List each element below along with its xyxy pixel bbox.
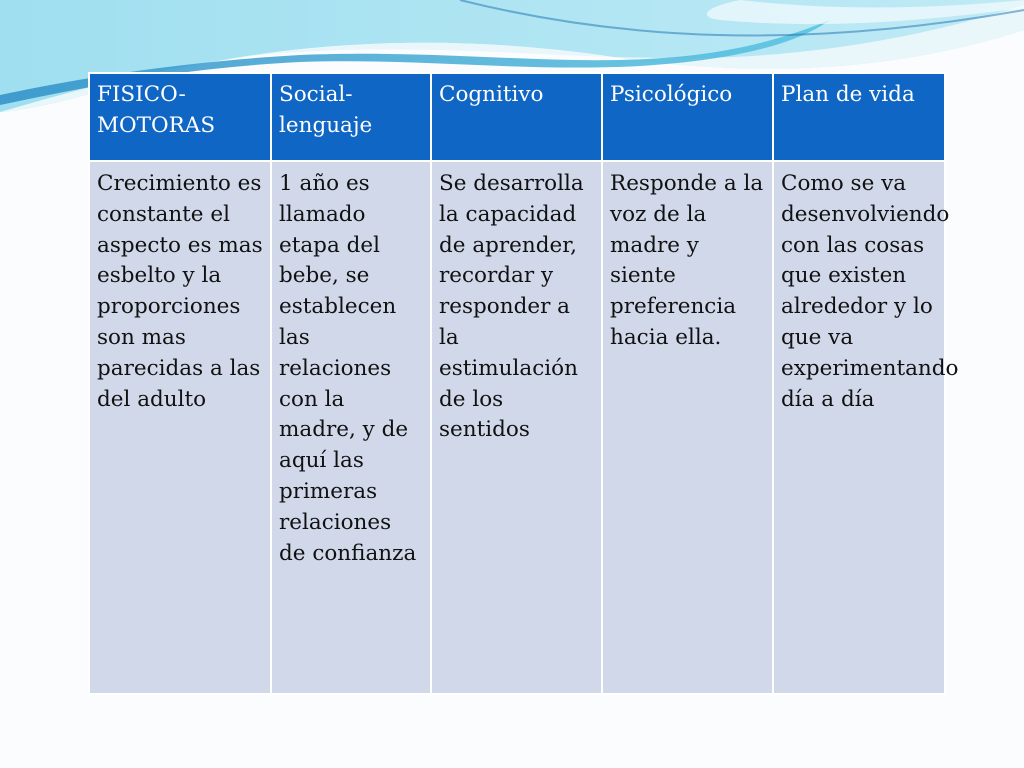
- cell-cognitivo: Se desarrolla la capacidad de aprender, recordar y responder a la estimulación de los sentidos: [431, 161, 602, 694]
- header-plan-de-vida: Plan de vida: [773, 73, 945, 161]
- table-header-row: [89, 73, 945, 161]
- header-social-lenguaje: Social-lenguaje: [271, 73, 431, 161]
- header-fisico-motoras: FISICO-MOTORAS: [89, 73, 271, 161]
- cell-plan-de-vida: Como se va desenvolviendo con las cosas que existen alrededor y lo que va experimentando día a día: [773, 161, 945, 694]
- cell-fisico-motoras: Crecimiento es constante el aspecto es mas esbelto y la proporciones son mas parecidas a las del adulto: [89, 161, 271, 694]
- cell-social-lenguaje: 1 año es llamado etapa del bebe, se establecen las relaciones con la madre, y de aquí las primeras relaciones de confianza: [271, 161, 431, 694]
- cell-psicologico: Responde a la voz de la madre y siente preferencia hacia ella.: [602, 161, 773, 694]
- table-row: [89, 161, 945, 694]
- development-areas-table: [88, 72, 959, 695]
- header-psicologico: Psicológico: [602, 73, 773, 161]
- header-cognitivo: Cognitivo: [431, 73, 602, 161]
